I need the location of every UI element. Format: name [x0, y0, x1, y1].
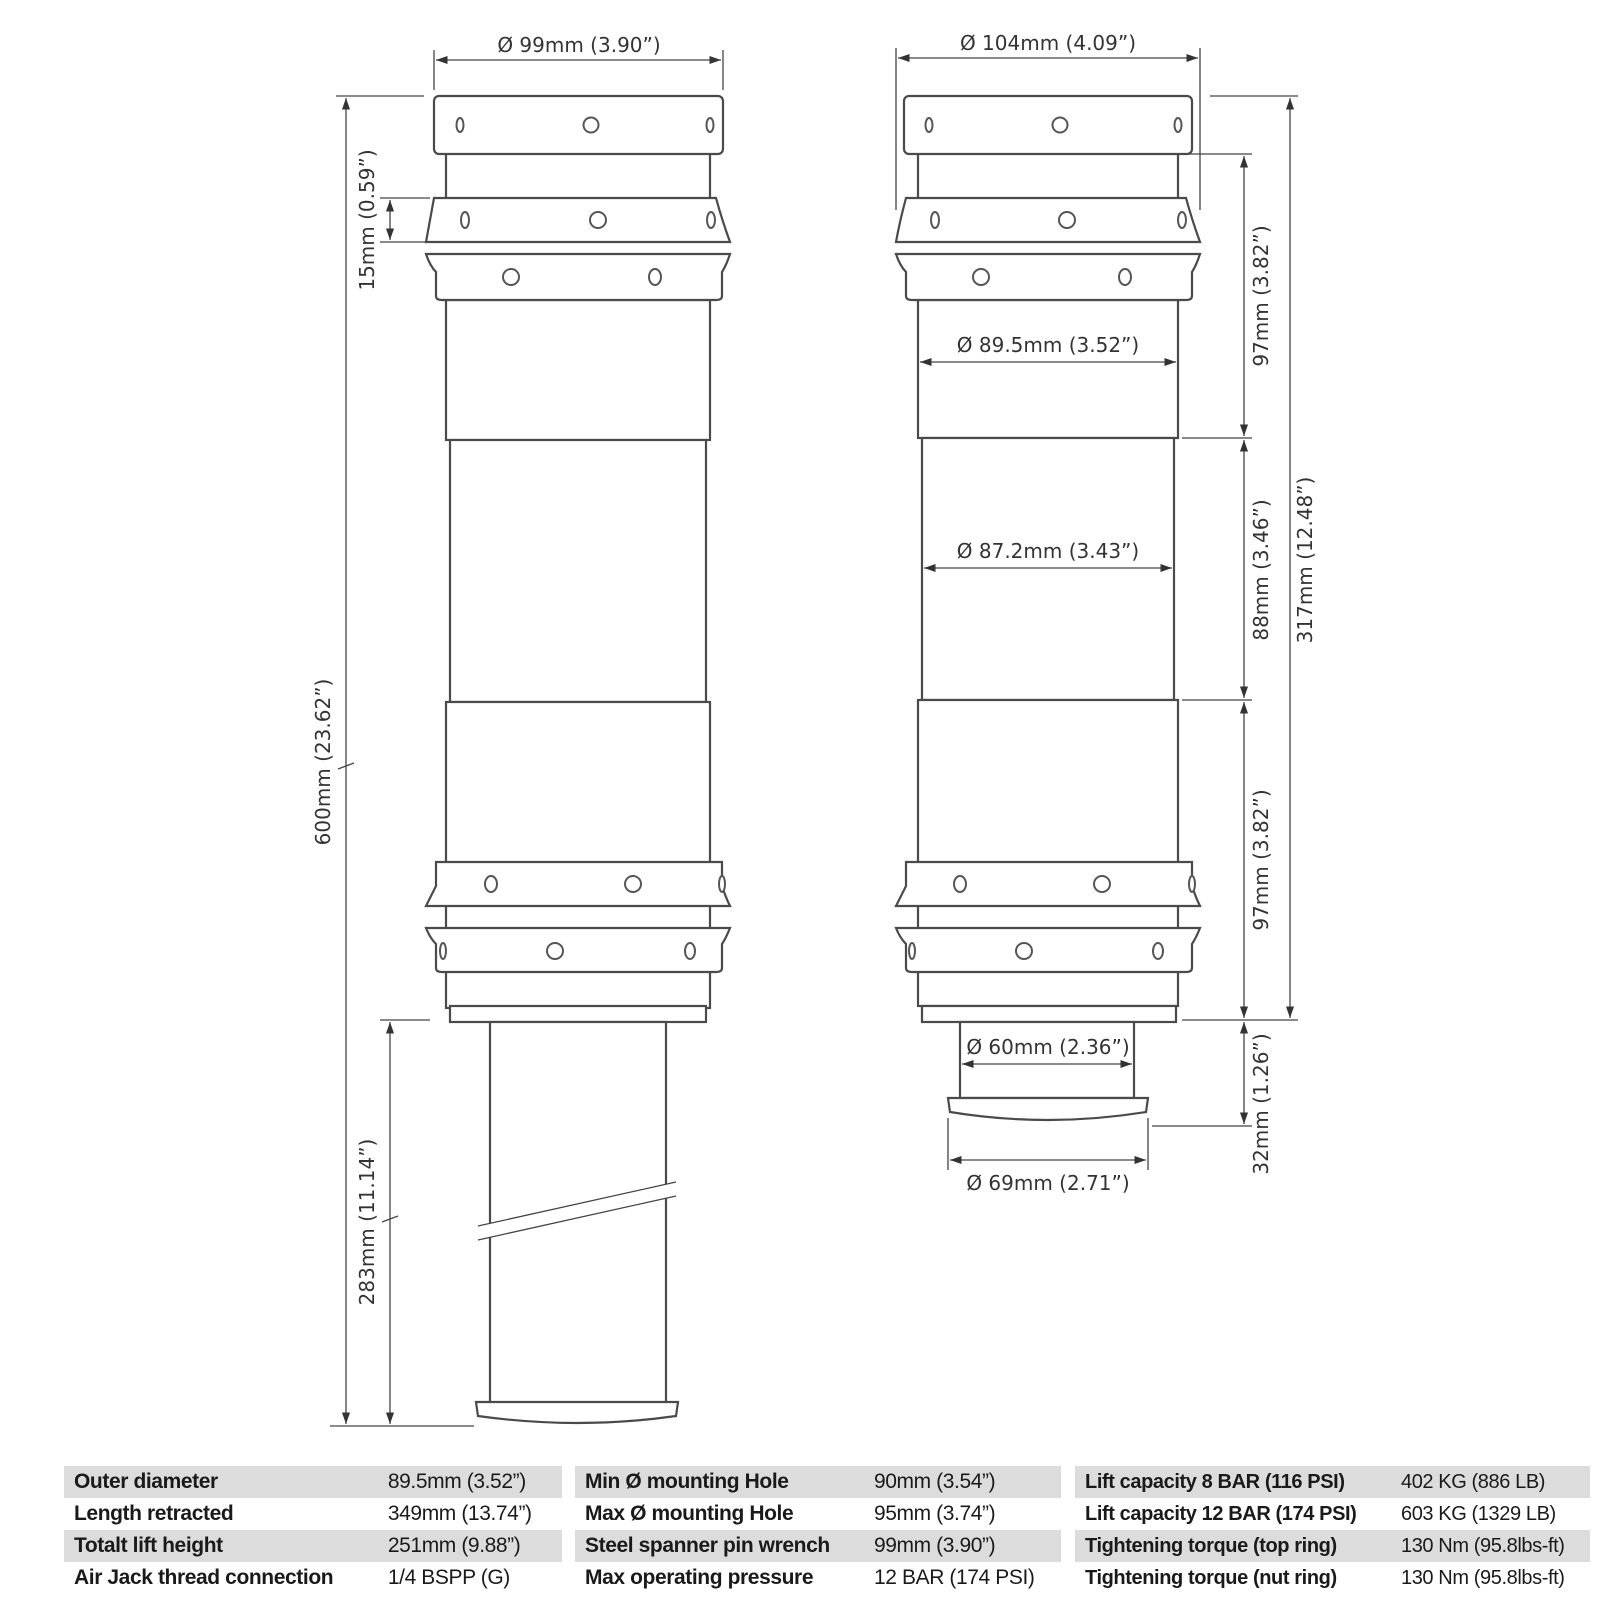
right-total-height-label: 317mm (12.48”)	[1293, 476, 1317, 644]
spec-label: Tightening torque (top ring)	[1075, 1530, 1391, 1562]
spec-value: 1/4 BSPP (G)	[387, 1566, 510, 1589]
table-row	[64, 1530, 562, 1562]
table-row	[1075, 1466, 1590, 1498]
spec-label: Outer diameter	[64, 1466, 378, 1498]
left-middle-body	[450, 440, 706, 702]
spec-value: 89.5mm (3.52”)	[378, 1466, 562, 1498]
spec-label: Max operating pressure	[585, 1566, 814, 1589]
right-lower-height-label: 97mm (3.82”)	[1249, 789, 1273, 931]
spec-label: Min Ø mounting Hole	[575, 1466, 864, 1498]
table-row	[1075, 1498, 1590, 1530]
left-overall-height-label: 600mm (23.62”)	[311, 678, 335, 846]
table-row	[64, 1562, 562, 1594]
spec-value: 12 BAR (174 PSI)	[873, 1566, 1035, 1589]
right-rod-diameter-label: Ø 60mm (2.36”)	[966, 1035, 1130, 1059]
right-rod-foot	[948, 1098, 1148, 1120]
table-row	[1075, 1530, 1590, 1562]
left-ring-height-label: 15mm (0.59”)	[355, 149, 379, 291]
right-upper-height-label: 97mm (3.82”)	[1249, 225, 1273, 367]
spec-table-mounting	[575, 1466, 1061, 1594]
left-top-ring	[434, 96, 723, 154]
table-row	[64, 1466, 562, 1498]
right-ring-2	[896, 198, 1200, 242]
spec-value: 95mm (3.74”)	[873, 1502, 996, 1525]
right-upper-body	[918, 300, 1178, 438]
right-top-diameter-label: Ø 104mm (4.09”)	[959, 31, 1137, 55]
right-ring-4	[896, 862, 1200, 906]
spec-value: 251mm (9.88”)	[378, 1530, 562, 1562]
spec-table-general	[64, 1466, 562, 1594]
left-top-diameter-label: Ø 99mm (3.90”)	[497, 33, 661, 57]
table-row	[575, 1498, 1061, 1530]
right-bottom-lip	[922, 1006, 1176, 1022]
table-row	[575, 1530, 1061, 1562]
spec-value: 130 Nm (95.8lbs-ft)	[1400, 1566, 1565, 1589]
spec-value: 90mm (3.54”)	[864, 1466, 1061, 1498]
table-row	[64, 1498, 562, 1530]
left-upper-body	[446, 300, 710, 440]
spec-table-capacity	[1075, 1466, 1590, 1594]
left-ring-4	[426, 862, 730, 906]
spec-label: Lift capacity 8 BAR (116 PSI)	[1075, 1466, 1391, 1498]
right-top-ring	[904, 96, 1192, 154]
spec-value: 402 KG (886 LB)	[1391, 1466, 1590, 1498]
left-ring-2	[426, 198, 730, 242]
right-piston-rod	[960, 1022, 1134, 1098]
right-ring-3	[896, 254, 1200, 300]
spec-label: Tightening torque (nut ring)	[1085, 1566, 1337, 1589]
left-rod-foot	[476, 1402, 678, 1423]
jack-extended-view	[426, 96, 730, 1423]
table-row	[575, 1562, 1061, 1594]
right-mid-height-label: 88mm (3.46”)	[1249, 499, 1273, 641]
table-row	[575, 1466, 1061, 1498]
right-middle-body	[922, 438, 1174, 700]
spec-label: Max Ø mounting Hole	[585, 1502, 794, 1525]
spec-label: Totalt lift height	[64, 1530, 378, 1562]
spec-label: Steel spanner pin wrench	[575, 1530, 864, 1562]
left-ring-3	[426, 254, 730, 300]
spec-value: 349mm (13.74”)	[387, 1502, 532, 1525]
right-upper-diameter-label: Ø 89.5mm (3.52”)	[956, 333, 1140, 357]
spec-label: Air Jack thread connection	[74, 1566, 334, 1589]
spec-value: 99mm (3.90”)	[864, 1530, 1061, 1562]
left-bottom-lip	[450, 1006, 706, 1022]
spec-label: Length retracted	[74, 1502, 234, 1525]
spec-value: 603 KG (1329 LB)	[1400, 1502, 1556, 1525]
jack-retracted-view	[896, 96, 1200, 1120]
spec-label: Lift capacity 12 BAR (174 PSI)	[1085, 1502, 1357, 1525]
right-mid-diameter-label: Ø 87.2mm (3.43”)	[956, 539, 1140, 563]
right-foot-diameter-label: Ø 69mm (2.71”)	[966, 1171, 1130, 1195]
spec-value: 130 Nm (95.8lbs-ft)	[1391, 1530, 1590, 1562]
table-row	[1075, 1562, 1590, 1594]
left-rod-length-label: 283mm (11.14”)	[355, 1138, 379, 1306]
right-foot-height-label: 32mm (1.26”)	[1249, 1033, 1273, 1175]
